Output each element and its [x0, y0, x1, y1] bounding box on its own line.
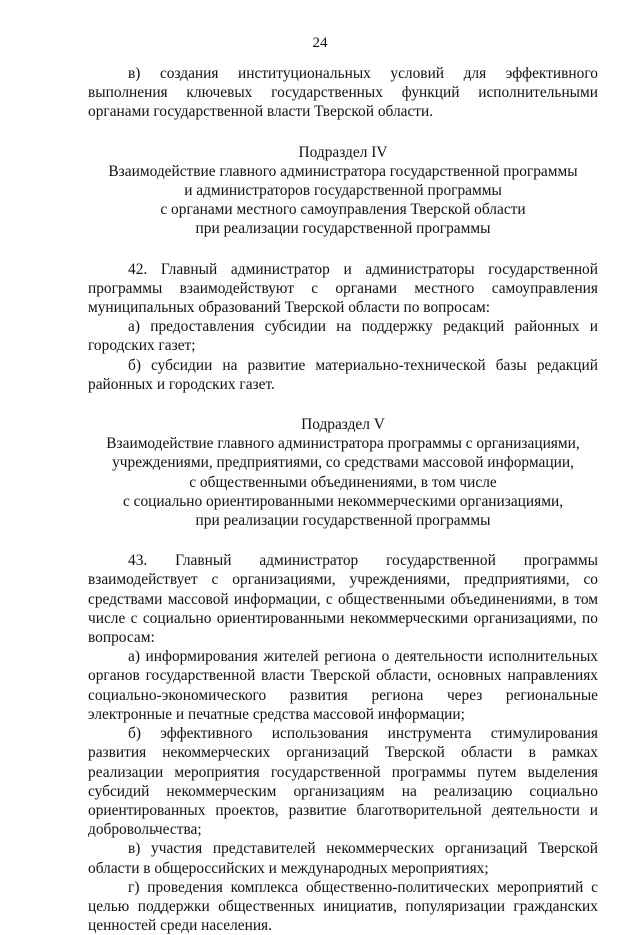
paragraph-42-intro: 42. Главный администратор и администраторы государственной программы взаимодействуют с органами местного самоуправления муниципальных образований Тверской области по вопросам: [88, 260, 598, 317]
subsection-4-heading [88, 143, 598, 239]
subsection-4-title: Подраздел IV [298, 143, 388, 161]
paragraph-42-item-b: б) субсидии на развитие материально-технической базы редакций районных и городских газет. [88, 356, 598, 393]
subsection-5-line: с общественными объединениями, в том числе [189, 473, 497, 491]
paragraph-43-item-a: а) информирования жителей региона о деятельности исполнительных органов государственной власти Тверской области, основных направлениях социально-экономического развития региона через региональные электронные и печатные средства массовой информации; [88, 648, 598, 723]
subsection-4-line: Взаимодействие главного администратора государственной программы [108, 162, 578, 180]
subsection-5-line: Взаимодействие главного администратора программы с организациями, [106, 435, 580, 453]
subsection-4-line: при реализации государственной программы [195, 220, 491, 238]
subsection-5-line: учреждениями, предприятиями, со средствами массовой информации, [112, 454, 574, 472]
subsection-5-heading [88, 415, 598, 530]
page-number: 24 [312, 35, 328, 51]
subsection-5-line: с социально ориентированными некоммерческими организациями, [122, 492, 564, 510]
paragraph-43-item-b: б) эффективного использования инструмента стимулирования развития некоммерческих организаций Тверской области в рамках реализации мероприятия государственной программы путем выделения субсидий некоммерческим организациям на реализацию социально ориентированных проектов, развитие благотворительной деятельности и добровольчества; [88, 725, 598, 839]
paragraph-43-intro: 43. Главный администратор государственной программы взаимодействует с организациями, учреждениями, предприятиями, со средствами массовой информации, с общественными объединениями, в том числе с социально ориентированными некоммерческими организациями, по вопросам: [88, 552, 598, 647]
subsection-5-line: при реализации государственной программы [195, 512, 491, 530]
paragraph-43-item-v: в) участия представителей некоммерческих организаций Тверской области в общероссийских и международных мероприятиях; [88, 840, 598, 877]
paragraph-42-item-a: а) предоставления субсидии на поддержку редакций районных и городских газет; [88, 318, 598, 355]
subsection-5-title: Подраздел V [301, 416, 385, 434]
item-v-paragraph: в) создания институциональных условий для эффективного выполнения ключевых государственных функций исполнительными органами государственной власти Тверской области. [88, 65, 598, 121]
paragraph-43-item-g: г) проведения комплекса общественно-политических мероприятий с целью поддержки общественных инициатив, популяризации гражданских ценностей среди населения. [88, 878, 598, 935]
subsection-4-line: и администраторов государственной программы [184, 182, 502, 200]
document-body [88, 64, 598, 935]
subsection-4-line: с органами местного самоуправления Тверской области [160, 201, 526, 219]
